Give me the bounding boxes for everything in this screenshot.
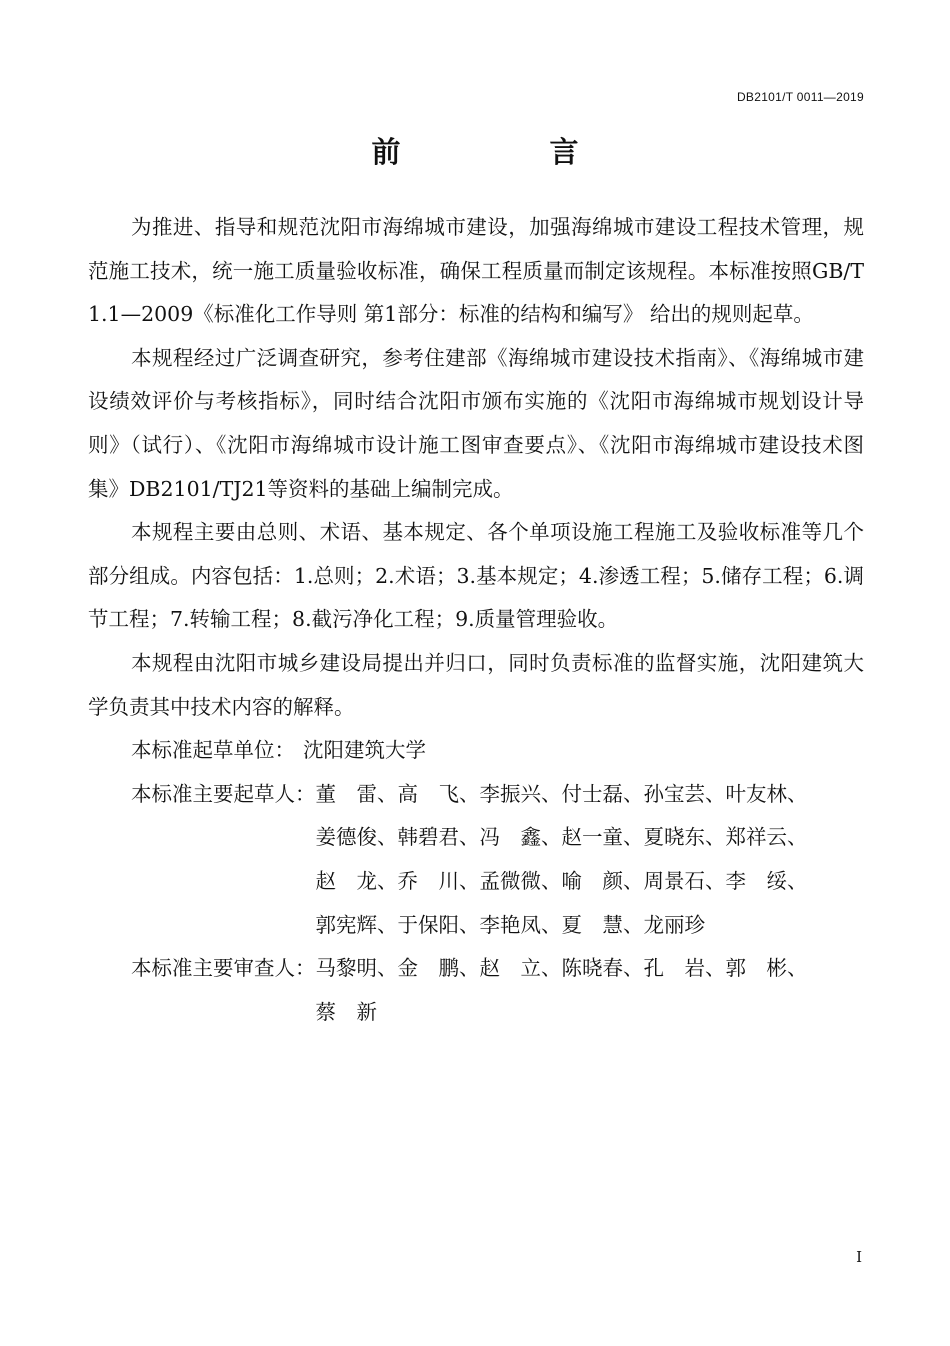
reviewers-line: 蔡 新 bbox=[315, 999, 377, 1024]
paragraph-purpose: 为推进、指导和规范沈阳市海绵城市建设，加强海绵城市建设工程技术管理，规范施工技术，统一施工质量验收标准，确保工程质量而制定该规程。本标准按照GB/T 1.1—2009《标准化工作导则 第1部分：标准的结构和编写》 给出的规则起草。 bbox=[88, 215, 864, 327]
drafting-unit-value: 沈阳建筑大学 bbox=[303, 738, 426, 763]
page-title: 前 言 bbox=[371, 135, 639, 169]
standard-code: DB2101/T 0011—2019 bbox=[736, 90, 864, 104]
drafters-row bbox=[88, 773, 864, 947]
document-body bbox=[88, 206, 864, 1034]
paragraph-authority: 本规程由沈阳市城乡建设局提出并归口，同时负责标准的监督实施，沈阳建筑大学负责其中技术内容的解释。 bbox=[88, 650, 864, 719]
paragraph-contents: 本规程主要由总则、术语、基本规定、各个单项设施工程施工及验收标准等几个部分组成。内容包括：1.总则；2.术语；3.基本规定；4.渗透工程；5.储存工程；6.调节工程；7.转输工程；8.截污净化工程；9.质量管理验收。 bbox=[88, 520, 864, 632]
reviewers-list bbox=[316, 947, 865, 1034]
reviewers-row bbox=[88, 947, 864, 1034]
reviewers-label: 本标准主要审查人： bbox=[131, 956, 316, 981]
drafting-unit-row bbox=[88, 729, 864, 773]
drafters-line: 赵 龙、乔 川、孟微微、喻 颜、周景石、李 绥、 bbox=[315, 868, 808, 893]
drafters-line: 郭宪辉、于保阳、李艳凤、夏 慧、龙丽珍 bbox=[315, 912, 705, 937]
drafters-line: 姜德俊、韩碧君、冯 鑫、赵一童、夏晓东、郑祥云、 bbox=[315, 825, 808, 850]
drafting-unit-label: 本标准起草单位： bbox=[131, 738, 295, 763]
paragraph-references: 本规程经过广泛调查研究，参考住建部《海绵城市建设技术指南》、《海绵城市建设绩效评价与考核指标》，同时结合沈阳市颁布实施的《沈阳市海绵城市规划设计导则》（试行）、《沈阳市海绵城市设计施工图审查要点》、《沈阳市海绵城市建设技术图集》DB2101/TJ21等资料的基础上编制完成。 bbox=[88, 345, 864, 501]
page-number: I bbox=[856, 1248, 862, 1266]
drafters-list bbox=[316, 773, 865, 947]
reviewers-line: 马黎明、金 鹏、赵 立、陈晓春、孔 岩、郭 彬、 bbox=[315, 956, 808, 981]
drafters-line: 董 雷、高 飞、李振兴、付士磊、孙宝芸、叶友林、 bbox=[315, 781, 808, 806]
drafters-label: 本标准主要起草人： bbox=[131, 781, 316, 806]
